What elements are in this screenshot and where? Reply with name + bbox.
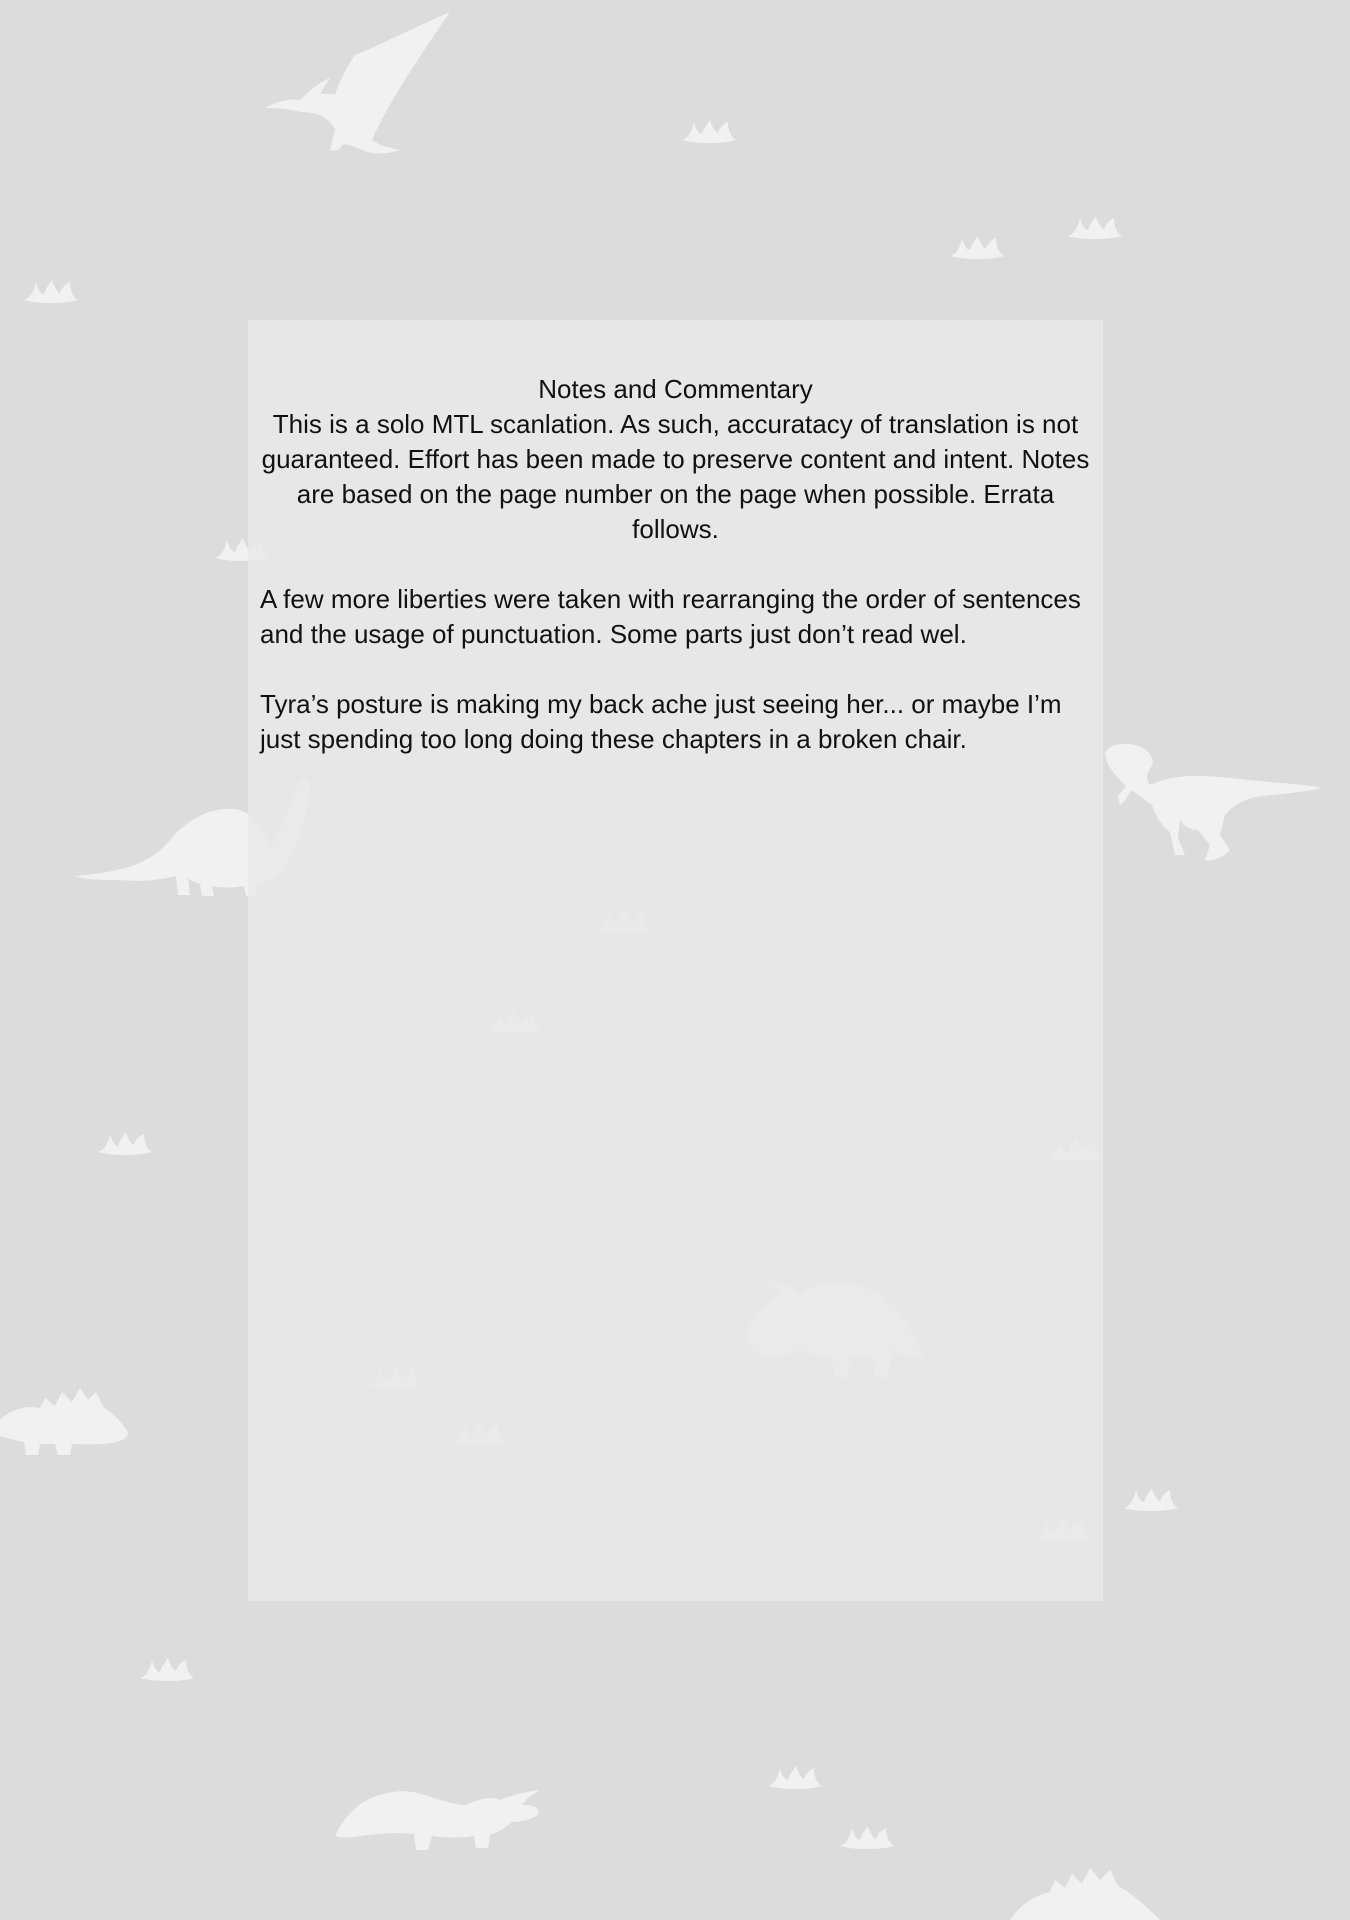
t-rex-icon [1105,744,1322,861]
notes-intro: This is a solo MTL scanlation. As such, accuratacy of translation is not guaranteed. Effort has been made to preserve content and intent. Notes are based on the page number on the page when possible. Errata follows. [261,409,1090,544]
pterodactyl-icon [265,12,450,153]
stegosaurus-icon [0,1388,128,1455]
notes-paragraph: Tyra’s posture is making my back ache just seeing her... or maybe I’m just spending too long doing these chapters in a broken chair. [260,689,1062,754]
notes-paragraph: A few more liberties were taken with rearranging the order of sentences and the usage of punctuation. Some parts just don’t read wel. [260,584,1081,649]
notes-panel [248,320,1103,1601]
triceratops-icon [335,1790,540,1850]
notes-title: Notes and Commentary [538,374,813,404]
stegosaurus-icon [1010,1868,1160,1920]
